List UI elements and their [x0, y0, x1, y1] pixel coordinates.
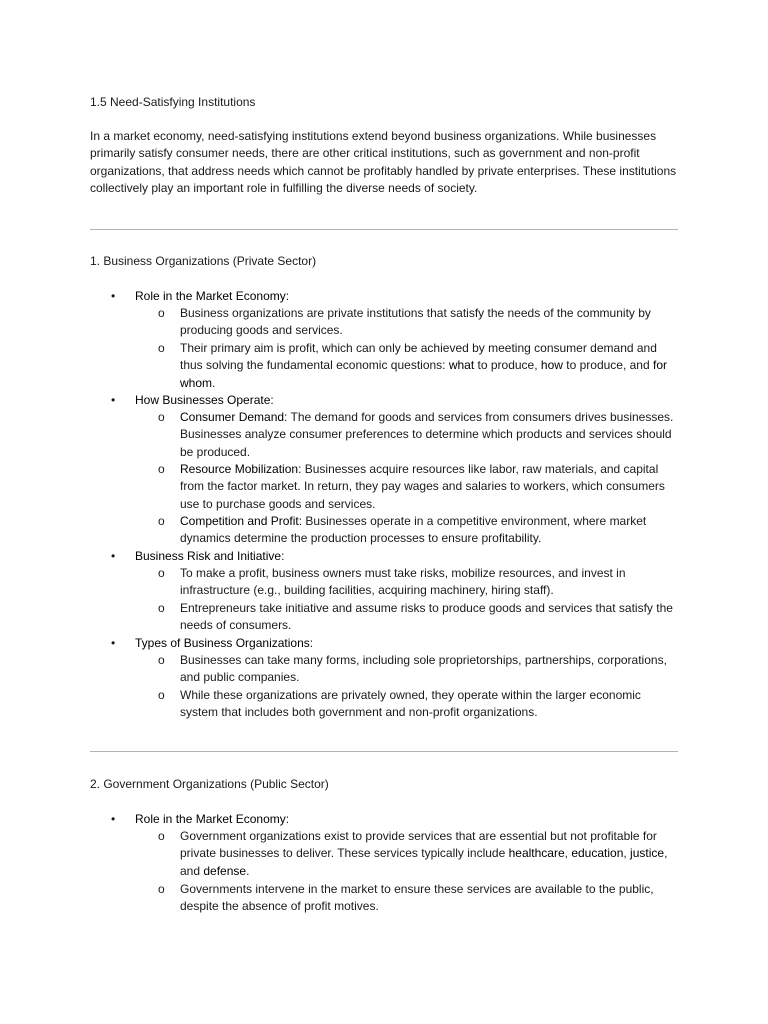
sec1-role-item-2: o Their primary aim is profit, which can only be achieved by meeting consumer demand and thus solving the fundamental economic questions: what to produce, how to produce, and for whom. — [158, 341, 668, 390]
bullet-label: Role in the Market Economy — [135, 812, 286, 826]
sec2-heading: 2. Government Organizations (Public Sector) — [90, 777, 329, 791]
circle-bullet-icon: o — [158, 462, 165, 476]
sec1-heading: 1. Business Organizations (Private Sector) — [90, 254, 317, 268]
circle-bullet-icon: o — [158, 341, 165, 355]
bullet-label: Types of Business Organizations — [135, 636, 310, 650]
sec1-operate-item-2: o Resource Mobilization: Businesses acquire resources like labor, raw materials, and capital from the factor market. In return, they pay wages and salaries to workers, which consumers use to purchase goods and services. — [158, 462, 665, 511]
bullet-icon: • — [111, 289, 116, 303]
term-resource-mobilization: Resource Mobilization — [180, 462, 299, 476]
term-how: how — [540, 358, 563, 373]
bullet-label: How Businesses Operate — [135, 393, 271, 407]
sec1-role-item-1: o Business organizations are private institutions that satisfy the needs of the community by producing goods and services. — [158, 306, 651, 338]
term-for-whom: for whom — [180, 358, 668, 390]
divider — [90, 751, 678, 752]
sec1-types-item-2: o While these organizations are privately owned, they operate within the larger economic system that includes both government and non-profit organizations. — [158, 688, 641, 720]
circle-bullet-icon: o — [158, 829, 165, 843]
sec1-risk-item-1: o To make a profit, business owners must take risks, mobilize resources, and invest in infrastructure (e.g., building facilities, acquiring machinery, hiring staff). — [158, 566, 626, 598]
term-healthcare: healthcare — [508, 846, 565, 861]
circle-bullet-icon: o — [158, 882, 165, 896]
bullet-label: Role in the Market Economy — [135, 289, 286, 303]
term-what: what — [448, 358, 475, 373]
divider — [90, 229, 678, 230]
section-title: 1.5 Need-Satisfying Institutions — [90, 95, 256, 109]
sec1-bullet-role: • Role in the Market Economy: — [135, 288, 695, 305]
sec1-operate-item-1: o Consumer Demand: The demand for goods and services from consumers drives businesses. Businesses analyze consumer preferences to determine which products and services should be produced. — [158, 410, 674, 459]
sec1-bullet-risk: • Business Risk and Initiative: — [135, 548, 695, 565]
sec1-bullet-types: • Types of Business Organizations: — [135, 635, 695, 652]
term-justice: justice — [630, 846, 665, 861]
bullet-icon: • — [111, 549, 116, 563]
sec2-role-item-2: o Governments intervene in the market to ensure these services are available to the public, despite the absence of profit motives. — [158, 882, 654, 914]
bullet-icon: • — [111, 393, 116, 407]
term-consumer-demand: Consumer Demand — [180, 410, 285, 424]
circle-bullet-icon: o — [158, 688, 165, 702]
sec1-bullet-operate: • How Businesses Operate: — [135, 392, 695, 409]
sec1-risk-item-2: o Entrepreneurs take initiative and assume risks to produce goods and services that satisfy the needs of consumers. — [158, 601, 673, 633]
bullet-icon: • — [111, 812, 116, 826]
circle-bullet-icon: o — [158, 306, 165, 320]
term-defense: defense — [203, 863, 247, 878]
circle-bullet-icon: o — [158, 410, 165, 424]
sec2-role-item-1: o Government organizations exist to provide services that are essential but not profitable for private businesses to deliver. These services typically include healthcare, education, justice, and defense. — [158, 829, 668, 878]
term-competition-profit: Competition and Profit — [180, 514, 299, 528]
sec1-operate-item-3: o Competition and Profit: Businesses operate in a competitive environment, where market dynamics determine the production processes to ensure profitability. — [158, 514, 647, 546]
circle-bullet-icon: o — [158, 601, 165, 615]
bullet-label: Business Risk and Initiative — [135, 549, 282, 563]
sec2-bullet-role: • Role in the Market Economy: — [135, 811, 695, 828]
bullet-icon: • — [111, 636, 116, 650]
circle-bullet-icon: o — [158, 566, 165, 580]
circle-bullet-icon: o — [158, 514, 165, 528]
circle-bullet-icon: o — [158, 653, 165, 667]
intro-paragraph: In a market economy, need-satisfying institutions extend beyond business organizations. While businesses primarily satisfy consumer needs, there are other critical institutions, such as government and non-profit organizations, that address needs which cannot be profitably handled by private enterprises. These institutions collectively play an important role in fulfilling the diverse needs of society. — [90, 129, 677, 196]
term-education: education — [571, 846, 624, 861]
sec1-types-item-1: o Businesses can take many forms, including sole proprietorships, partnerships, corporations, and public companies. — [158, 653, 667, 685]
